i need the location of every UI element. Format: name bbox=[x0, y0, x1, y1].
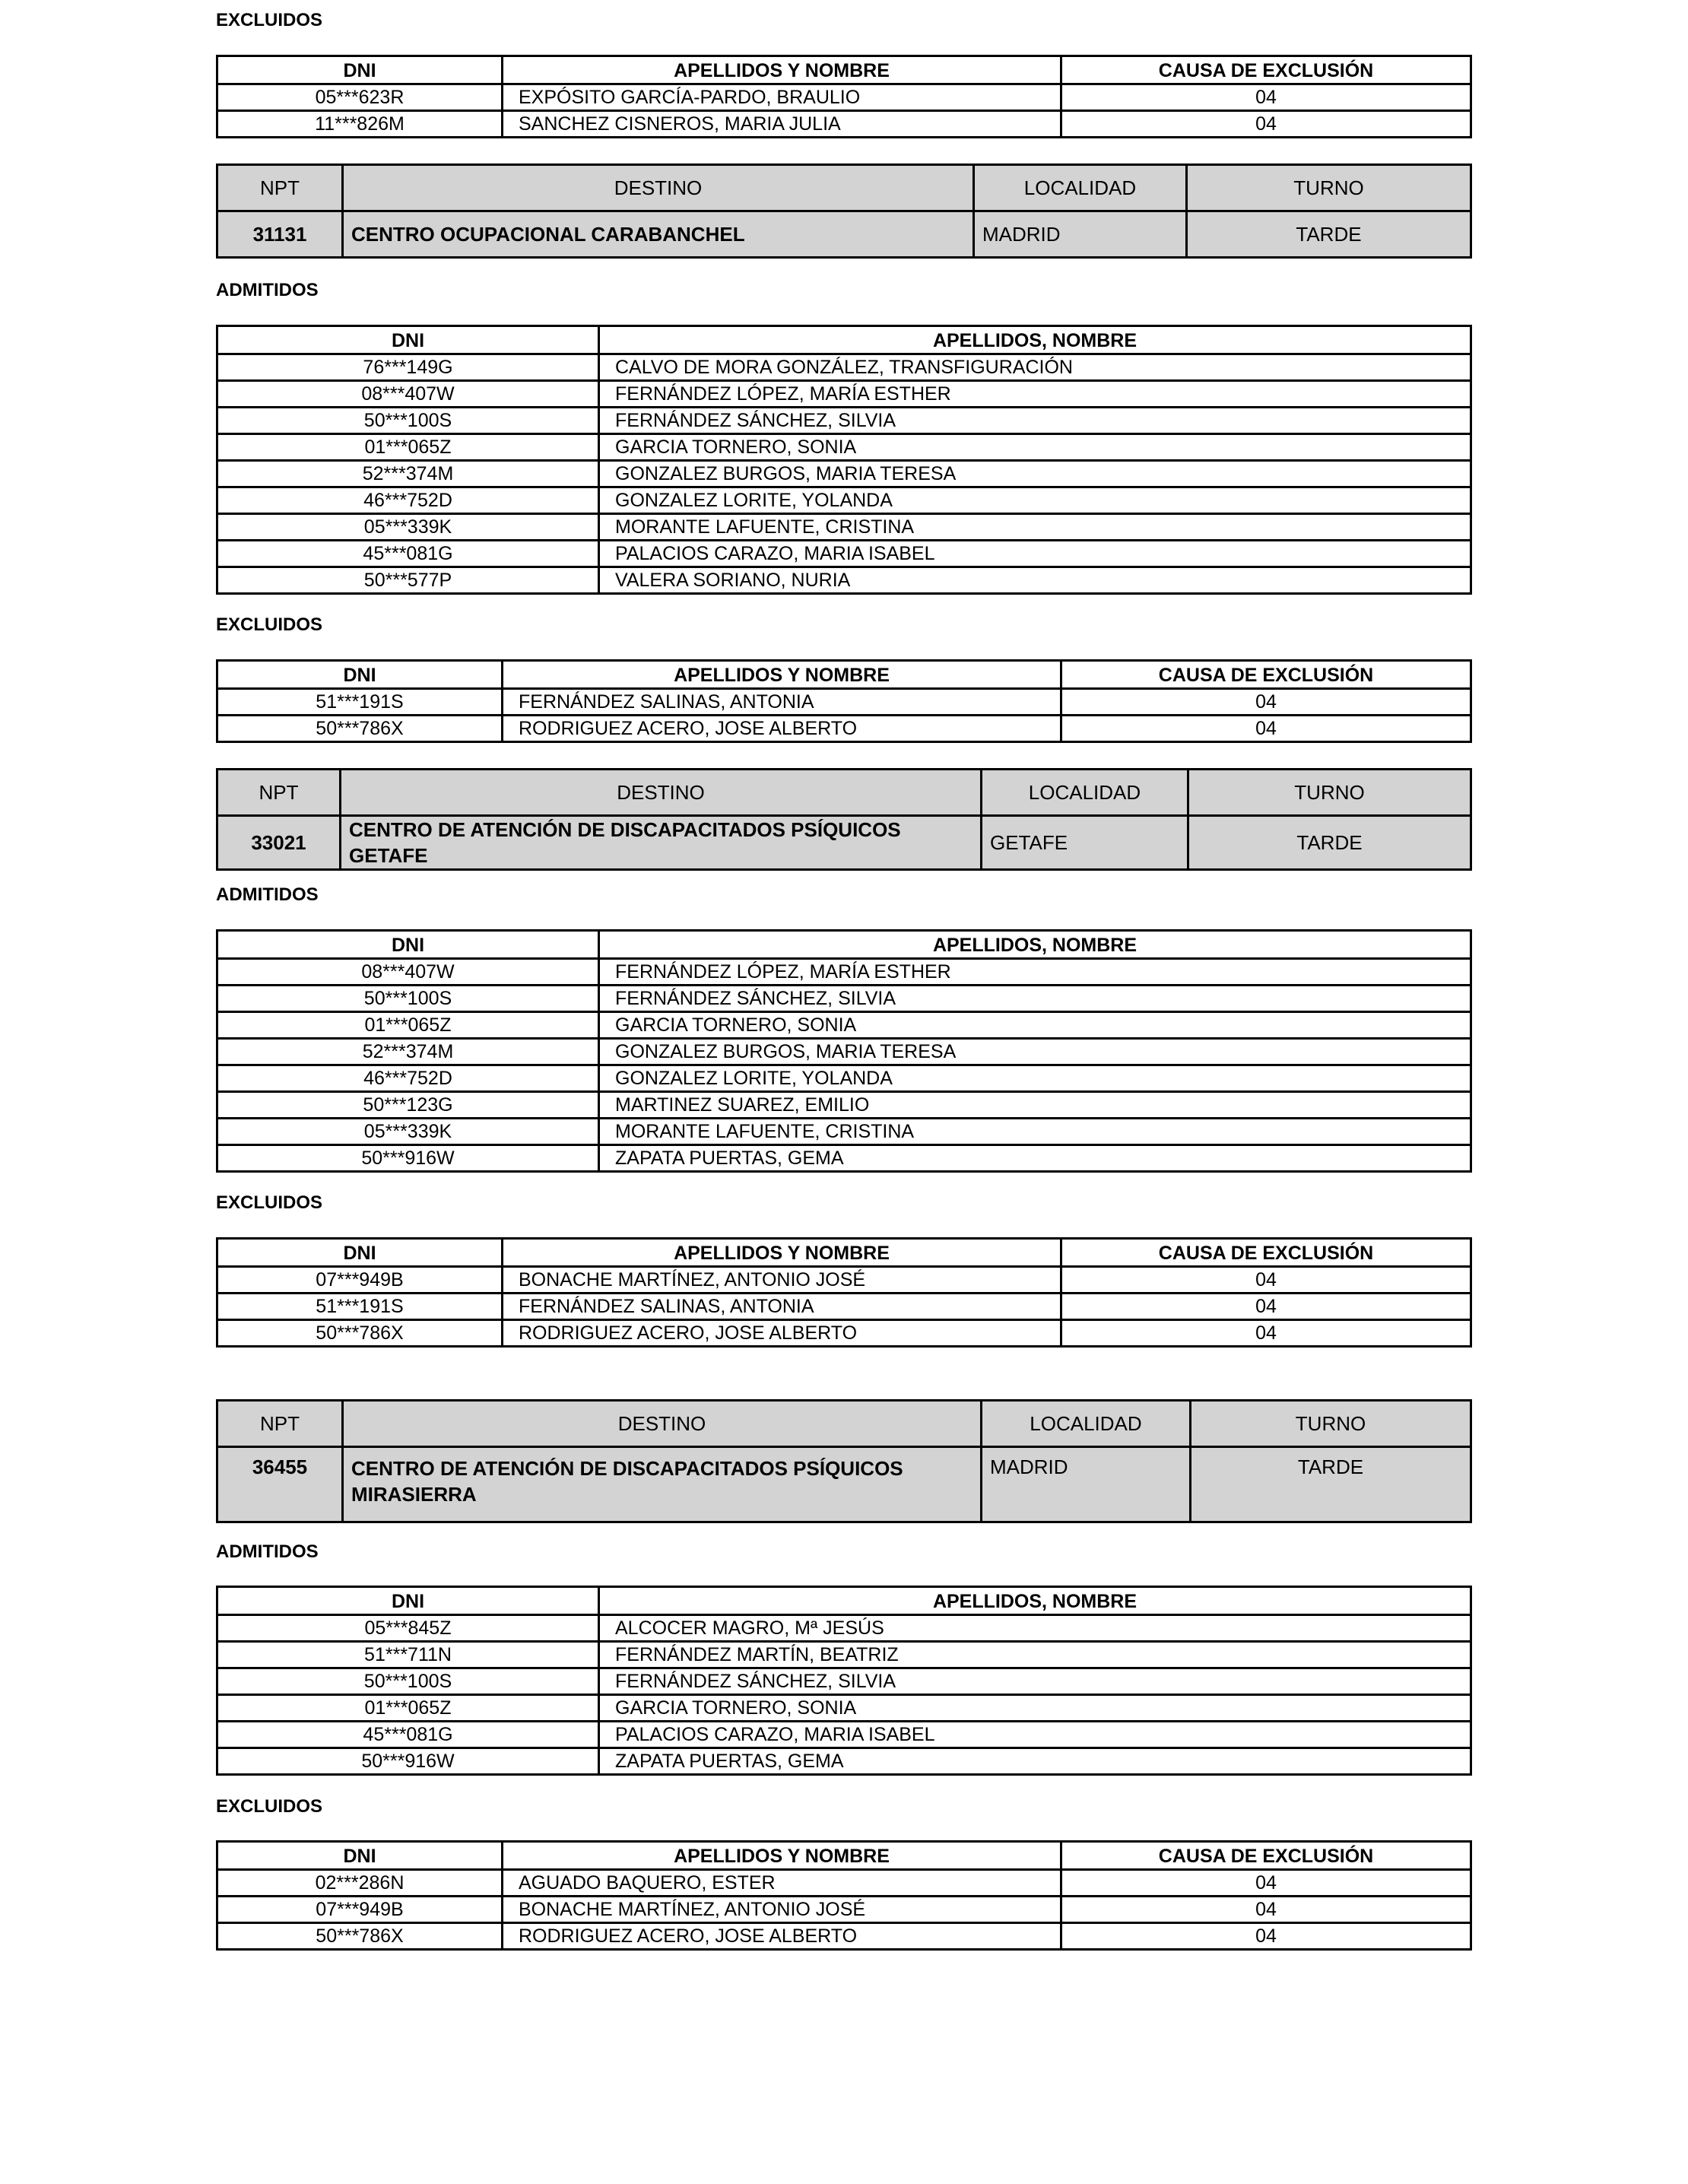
dni-cell: 52***374M bbox=[217, 1039, 599, 1065]
table-row bbox=[217, 1615, 1471, 1642]
causa-header: CAUSA DE EXCLUSIÓN bbox=[1061, 56, 1471, 84]
name-cell: FERNÁNDEZ LÓPEZ, MARÍA ESTHER bbox=[599, 381, 1471, 408]
name-header: APELLIDOS Y NOMBRE bbox=[503, 56, 1061, 84]
table-row bbox=[217, 1870, 1471, 1897]
turno-header: TURNO bbox=[1187, 165, 1471, 211]
name-cell: ZAPATA PUERTAS, GEMA bbox=[599, 1145, 1471, 1172]
destino-row bbox=[217, 211, 1471, 258]
destino-value: CENTRO DE ATENCIÓN DE DISCAPACITADOS PSÍQUICOS GETAFE bbox=[341, 816, 982, 870]
turno-value: TARDE bbox=[1187, 211, 1471, 258]
dni-cell: 50***786X bbox=[217, 716, 503, 742]
dni-cell: 07***949B bbox=[217, 1897, 503, 1923]
dni-cell: 05***339K bbox=[217, 1119, 599, 1145]
causa-header: CAUSA DE EXCLUSIÓN bbox=[1061, 1842, 1471, 1870]
table-row bbox=[217, 1897, 1471, 1923]
turno-header: TURNO bbox=[1188, 770, 1471, 816]
name-cell: GONZALEZ BURGOS, MARIA TERESA bbox=[599, 461, 1471, 487]
name-cell: PALACIOS CARAZO, MARIA ISABEL bbox=[599, 541, 1471, 567]
name-cell: CALVO DE MORA GONZÁLEZ, TRANSFIGURACIÓN bbox=[599, 354, 1471, 381]
dni-cell: 50***100S bbox=[217, 986, 599, 1012]
localidad-value: GETAFE bbox=[982, 816, 1188, 870]
name-header: APELLIDOS, NOMBRE bbox=[599, 931, 1471, 959]
dni-cell: 50***577P bbox=[217, 567, 599, 594]
destino-header: DESTINO bbox=[343, 165, 974, 211]
table-row bbox=[217, 541, 1471, 567]
destino-header: DESTINO bbox=[343, 1401, 982, 1447]
dni-cell: 01***065Z bbox=[217, 1012, 599, 1039]
dni-cell: 52***374M bbox=[217, 461, 599, 487]
excluidos-table bbox=[216, 659, 1472, 743]
npt-value: 31131 bbox=[217, 211, 343, 258]
causa-cell: 04 bbox=[1061, 1294, 1471, 1320]
dni-cell: 51***191S bbox=[217, 689, 503, 716]
name-cell: SANCHEZ CISNEROS, MARIA JULIA bbox=[503, 111, 1061, 138]
name-cell: VALERA SORIANO, NURIA bbox=[599, 567, 1471, 594]
dni-cell: 46***752D bbox=[217, 487, 599, 514]
name-cell: BONACHE MARTÍNEZ, ANTONIO JOSÉ bbox=[503, 1897, 1061, 1923]
name-cell: MARTINEZ SUAREZ, EMILIO bbox=[599, 1092, 1471, 1119]
table-row bbox=[217, 1923, 1471, 1950]
table-header-row bbox=[217, 56, 1471, 84]
dni-cell: 05***339K bbox=[217, 514, 599, 541]
admitidos-heading: ADMITIDOS bbox=[216, 1541, 319, 1562]
table-row bbox=[217, 514, 1471, 541]
name-cell: ALCOCER MAGRO, Mª JESÚS bbox=[599, 1615, 1471, 1642]
npt-header: NPT bbox=[217, 165, 343, 211]
dni-header: DNI bbox=[217, 1842, 503, 1870]
table-row bbox=[217, 1722, 1471, 1748]
destino-table-31131 bbox=[216, 163, 1472, 259]
dni-cell: 50***786X bbox=[217, 1320, 503, 1347]
causa-header: CAUSA DE EXCLUSIÓN bbox=[1061, 661, 1471, 689]
destino-row bbox=[217, 816, 1471, 870]
dni-header: DNI bbox=[217, 326, 599, 354]
dni-cell: 50***100S bbox=[217, 408, 599, 434]
name-cell: FERNÁNDEZ SÁNCHEZ, SILVIA bbox=[599, 986, 1471, 1012]
name-cell: RODRIGUEZ ACERO, JOSE ALBERTO bbox=[503, 1320, 1061, 1347]
name-cell: MORANTE LAFUENTE, CRISTINA bbox=[599, 1119, 1471, 1145]
name-header: APELLIDOS, NOMBRE bbox=[599, 326, 1471, 354]
dni-cell: 08***407W bbox=[217, 959, 599, 986]
dni-cell: 50***786X bbox=[217, 1923, 503, 1950]
npt-header: NPT bbox=[217, 1401, 343, 1447]
name-cell: GONZALEZ LORITE, YOLANDA bbox=[599, 1065, 1471, 1092]
dni-cell: 51***191S bbox=[217, 1294, 503, 1320]
name-cell: RODRIGUEZ ACERO, JOSE ALBERTO bbox=[503, 1923, 1061, 1950]
turno-header: TURNO bbox=[1191, 1401, 1471, 1447]
table-header-row bbox=[217, 1587, 1471, 1615]
table-row bbox=[217, 1065, 1471, 1092]
dni-cell: 50***123G bbox=[217, 1092, 599, 1119]
destino-row bbox=[217, 1447, 1471, 1522]
destino-value: CENTRO DE ATENCIÓN DE DISCAPACITADOS PSÍQUICOS MIRASIERRA bbox=[343, 1447, 982, 1522]
name-cell: GONZALEZ BURGOS, MARIA TERESA bbox=[599, 1039, 1471, 1065]
table-row bbox=[217, 111, 1471, 138]
npt-header: NPT bbox=[217, 770, 341, 816]
table-row bbox=[217, 1119, 1471, 1145]
name-cell: RODRIGUEZ ACERO, JOSE ALBERTO bbox=[503, 716, 1061, 742]
table-header-row bbox=[217, 326, 1471, 354]
causa-cell: 04 bbox=[1061, 1870, 1471, 1897]
destino-value: CENTRO OCUPACIONAL CARABANCHEL bbox=[343, 211, 974, 258]
table-row bbox=[217, 487, 1471, 514]
causa-cell: 04 bbox=[1061, 1923, 1471, 1950]
table-row bbox=[217, 716, 1471, 742]
dni-cell: 46***752D bbox=[217, 1065, 599, 1092]
admitidos-table bbox=[216, 1586, 1472, 1776]
localidad-header: LOCALIDAD bbox=[982, 1401, 1191, 1447]
dni-cell: 51***711N bbox=[217, 1642, 599, 1668]
name-cell: FERNÁNDEZ MARTÍN, BEATRIZ bbox=[599, 1642, 1471, 1668]
table-header-row bbox=[217, 1842, 1471, 1870]
admitidos-table bbox=[216, 929, 1472, 1173]
table-row bbox=[217, 1642, 1471, 1668]
causa-cell: 04 bbox=[1061, 1897, 1471, 1923]
name-header: APELLIDOS Y NOMBRE bbox=[503, 661, 1061, 689]
name-cell: FERNÁNDEZ SALINAS, ANTONIA bbox=[503, 689, 1061, 716]
npt-value: 36455 bbox=[217, 1447, 343, 1522]
name-cell: EXPÓSITO GARCÍA-PARDO, BRAULIO bbox=[503, 84, 1061, 111]
dni-cell: 08***407W bbox=[217, 381, 599, 408]
name-header: APELLIDOS Y NOMBRE bbox=[503, 1842, 1061, 1870]
table-row bbox=[217, 381, 1471, 408]
table-row bbox=[217, 1748, 1471, 1775]
causa-cell: 04 bbox=[1061, 1267, 1471, 1294]
destino-header-row bbox=[217, 1401, 1471, 1447]
destino-header-row bbox=[217, 770, 1471, 816]
destino-table-33021 bbox=[216, 768, 1472, 871]
excluidos-table bbox=[216, 1237, 1472, 1348]
name-cell: FERNÁNDEZ LÓPEZ, MARÍA ESTHER bbox=[599, 959, 1471, 986]
name-cell: AGUADO BAQUERO, ESTER bbox=[503, 1870, 1061, 1897]
excluidos-table bbox=[216, 1840, 1472, 1951]
dni-cell: 45***081G bbox=[217, 541, 599, 567]
causa-cell: 04 bbox=[1061, 84, 1471, 111]
table-row bbox=[217, 434, 1471, 461]
name-cell: GARCIA TORNERO, SONIA bbox=[599, 434, 1471, 461]
table-row bbox=[217, 1695, 1471, 1722]
dni-cell: 02***286N bbox=[217, 1870, 503, 1897]
dni-header: DNI bbox=[217, 931, 599, 959]
table-header-row bbox=[217, 1239, 1471, 1267]
dni-cell: 07***949B bbox=[217, 1267, 503, 1294]
localidad-header: LOCALIDAD bbox=[982, 770, 1188, 816]
dni-header: DNI bbox=[217, 56, 503, 84]
table-row bbox=[217, 1668, 1471, 1695]
excluidos-table bbox=[216, 55, 1472, 138]
localidad-value: MADRID bbox=[982, 1447, 1191, 1522]
dni-cell: 50***916W bbox=[217, 1145, 599, 1172]
table-row bbox=[217, 689, 1471, 716]
excluidos-heading: EXCLUIDOS bbox=[216, 1192, 323, 1213]
name-header: APELLIDOS Y NOMBRE bbox=[503, 1239, 1061, 1267]
table-row bbox=[217, 1145, 1471, 1172]
dni-header: DNI bbox=[217, 661, 503, 689]
name-cell: FERNÁNDEZ SALINAS, ANTONIA bbox=[503, 1294, 1061, 1320]
table-row bbox=[217, 1320, 1471, 1347]
name-cell: MORANTE LAFUENTE, CRISTINA bbox=[599, 514, 1471, 541]
dni-cell: 01***065Z bbox=[217, 434, 599, 461]
admitidos-table bbox=[216, 325, 1472, 595]
admitidos-heading: ADMITIDOS bbox=[216, 280, 319, 300]
name-cell: GONZALEZ LORITE, YOLANDA bbox=[599, 487, 1471, 514]
table-row bbox=[217, 1267, 1471, 1294]
excluidos-heading: EXCLUIDOS bbox=[216, 614, 323, 635]
table-row bbox=[217, 959, 1471, 986]
dni-cell: 05***845Z bbox=[217, 1615, 599, 1642]
table-row bbox=[217, 1039, 1471, 1065]
name-cell: FERNÁNDEZ SÁNCHEZ, SILVIA bbox=[599, 1668, 1471, 1695]
table-row bbox=[217, 1012, 1471, 1039]
causa-cell: 04 bbox=[1061, 1320, 1471, 1347]
dni-cell: 05***623R bbox=[217, 84, 503, 111]
causa-cell: 04 bbox=[1061, 716, 1471, 742]
table-row bbox=[217, 461, 1471, 487]
table-header-row bbox=[217, 931, 1471, 959]
dni-cell: 50***100S bbox=[217, 1668, 599, 1695]
name-cell: GARCIA TORNERO, SONIA bbox=[599, 1012, 1471, 1039]
name-cell: FERNÁNDEZ SÁNCHEZ, SILVIA bbox=[599, 408, 1471, 434]
dni-cell: 45***081G bbox=[217, 1722, 599, 1748]
turno-value: TARDE bbox=[1188, 816, 1471, 870]
destino-table-36455 bbox=[216, 1399, 1472, 1523]
npt-value: 33021 bbox=[217, 816, 341, 870]
table-row bbox=[217, 84, 1471, 111]
causa-header: CAUSA DE EXCLUSIÓN bbox=[1061, 1239, 1471, 1267]
name-cell: PALACIOS CARAZO, MARIA ISABEL bbox=[599, 1722, 1471, 1748]
table-row bbox=[217, 567, 1471, 594]
dni-header: DNI bbox=[217, 1239, 503, 1267]
table-row bbox=[217, 408, 1471, 434]
dni-cell: 76***149G bbox=[217, 354, 599, 381]
name-cell: GARCIA TORNERO, SONIA bbox=[599, 1695, 1471, 1722]
table-row bbox=[217, 1092, 1471, 1119]
table-row bbox=[217, 354, 1471, 381]
causa-cell: 04 bbox=[1061, 111, 1471, 138]
dni-cell: 50***916W bbox=[217, 1748, 599, 1775]
turno-value: TARDE bbox=[1191, 1447, 1471, 1522]
name-header: APELLIDOS, NOMBRE bbox=[599, 1587, 1471, 1615]
table-row bbox=[217, 986, 1471, 1012]
causa-cell: 04 bbox=[1061, 689, 1471, 716]
table-row bbox=[217, 1294, 1471, 1320]
dni-cell: 11***826M bbox=[217, 111, 503, 138]
name-cell: ZAPATA PUERTAS, GEMA bbox=[599, 1748, 1471, 1775]
dni-header: DNI bbox=[217, 1587, 599, 1615]
localidad-header: LOCALIDAD bbox=[974, 165, 1187, 211]
dni-cell: 01***065Z bbox=[217, 1695, 599, 1722]
name-cell: BONACHE MARTÍNEZ, ANTONIO JOSÉ bbox=[503, 1267, 1061, 1294]
destino-header: DESTINO bbox=[341, 770, 982, 816]
excluidos-heading: EXCLUIDOS bbox=[216, 1796, 323, 1817]
table-header-row bbox=[217, 661, 1471, 689]
admitidos-heading: ADMITIDOS bbox=[216, 884, 319, 905]
localidad-value: MADRID bbox=[974, 211, 1187, 258]
destino-header-row bbox=[217, 165, 1471, 211]
excluidos-heading: EXCLUIDOS bbox=[216, 10, 323, 30]
